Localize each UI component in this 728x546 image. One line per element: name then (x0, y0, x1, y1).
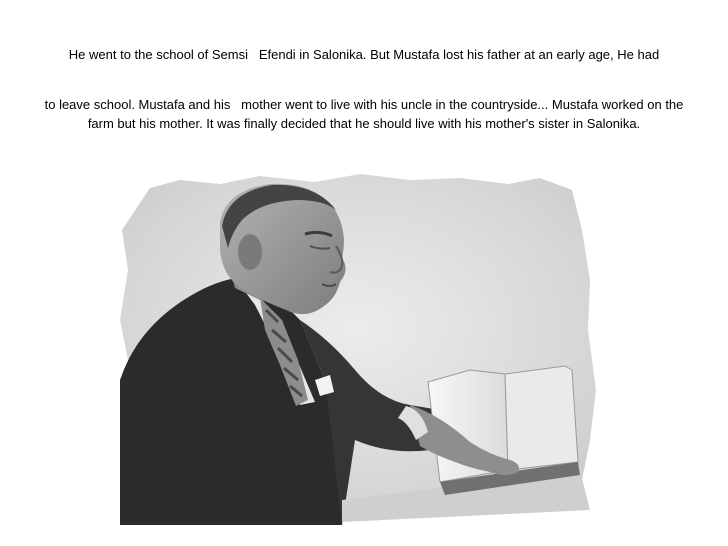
story-text-paragraph: to leave school. Mustafa and his mother went to live with his uncle in the countryside... Mustafa worked on the farm but his mother. It was finally decided that he should live with his mother's sister in Salonika. (44, 97, 688, 131)
portrait-photo (110, 170, 610, 525)
open-book-right (505, 366, 578, 470)
story-text-line-1: He went to the school of Semsi Efendi in Salonika. But Mustafa lost his father at an early age, He had (68, 47, 660, 62)
portrait-photo-graphic (110, 170, 610, 525)
ear (238, 234, 262, 270)
